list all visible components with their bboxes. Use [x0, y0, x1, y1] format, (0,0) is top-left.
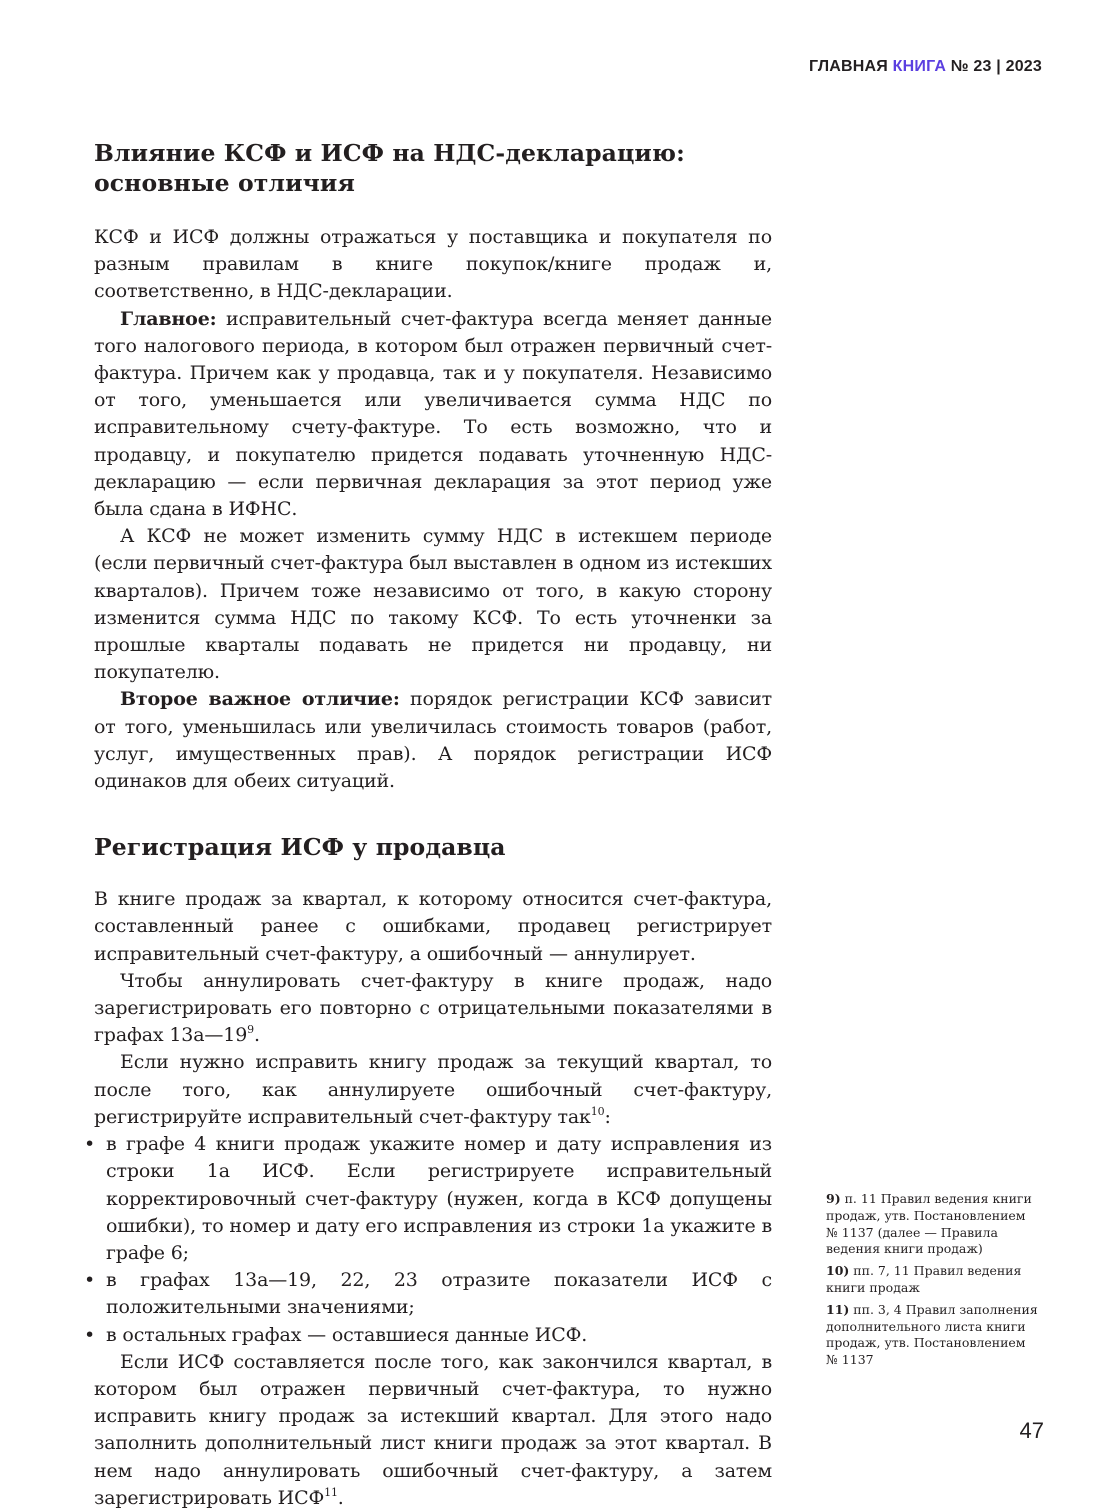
paragraph: КСФ и ИСФ должны отражаться у поставщика и покупателя по разным правилам в книге покупок/книге продаж и, соответственно, в НДС-декларации.	[94, 226, 772, 303]
list-item	[84, 1267, 772, 1321]
heading-line-1: Влияние КСФ и ИСФ на НДС-декларацию:	[94, 139, 685, 167]
paragraph-text: порядок регистрации КСФ зависит от того, уменьшилась или увеличилась стоимость товаров (работ, услуг, имущественных прав). А порядок регистрации ИСФ одинаков для обеих ситуаций.	[94, 688, 772, 793]
footnote	[826, 1302, 1038, 1369]
footnote-ref: 9	[247, 1023, 254, 1037]
punctuation: :	[604, 1105, 611, 1128]
footnotes	[826, 1191, 1038, 1374]
paragraph-second-difference	[94, 686, 772, 795]
list-item-text: в графах 13а—19, 22, 23 отразите показатели ИСФ с положительными значениями;	[106, 1269, 772, 1319]
footnote-text: пп. 7, 11 Правил ведения книги продаж	[826, 1263, 1022, 1295]
footnote-ref: 11	[324, 1485, 338, 1499]
paragraph: В книге продаж за квартал, к которому относится счет-фактура, составленный ранее с ошибками, продавец регистрирует исправительный счет-фактуру, а ошибочный — аннулирует.	[94, 888, 772, 965]
footnote-text: п. 11 Правил ведения книги продаж, утв. Постановлением № 1137 (далее — Правила ведения книги продаж)	[826, 1191, 1032, 1257]
paragraph: А КСФ не может изменить сумму НДС в истекшем периоде (если первичный счет-фактура был выставлен в одном из истекших кварталов). Причем тоже независимо от того, в какую сторону изменится сумма НДС по такому КСФ. То есть уточненки за прошлые кварталы подавать не придется ни продавцу, ни покупателю.	[94, 525, 772, 684]
running-header	[809, 58, 1042, 76]
footnote	[826, 1263, 1038, 1297]
paragraph-text: Если нужно исправить книгу продаж за текущий квартал, то после того, как аннулируете ошибочный счет-фактуру, регистрируйте исправительный счет-фактуру так	[94, 1051, 772, 1128]
lead-in-bold: Главное:	[120, 307, 217, 330]
bullet-icon: •	[84, 1323, 96, 1346]
brand-word-1: ГЛАВНАЯ	[808, 58, 888, 75]
list-item-text: в остальных графах — оставшиеся данные ИСФ.	[106, 1323, 588, 1346]
paragraph-main-point	[94, 306, 772, 524]
footnote-number: 10)	[826, 1263, 850, 1279]
list-item-text: в графе 4 книги продаж укажите номер и дату исправления из строки 1а ИСФ. Если регистрируете исправительный корректировочный счет-фактуру (нужен, когда в КСФ допущены ошибки), то номер и дату его исправления из строки 1а укажите в графе 6;	[106, 1133, 772, 1264]
footnote-number: 11)	[826, 1301, 850, 1317]
issue-number: № 23 | 2023	[950, 58, 1042, 75]
footnote-ref: 10	[590, 1104, 605, 1118]
paragraph-text: Чтобы аннулировать счет-фактуру в книге продаж, надо зарегистрировать его повторно с отрицательными показателями в графах 13а—19	[94, 969, 772, 1047]
bullet-list	[84, 1131, 772, 1349]
list-item	[84, 1322, 772, 1349]
brand-word-2: КНИГА	[892, 58, 947, 75]
paragraph	[94, 1049, 772, 1131]
footnote	[826, 1191, 1038, 1258]
bullet-icon: •	[84, 1133, 96, 1156]
page-number: 47	[1019, 1418, 1044, 1443]
bullet-icon: •	[84, 1269, 96, 1292]
heading-line-2: основные отличия	[94, 169, 355, 197]
lead-in-bold: Второе важное отличие:	[120, 688, 400, 711]
list-item	[84, 1131, 772, 1267]
section-heading-ksf-isf	[94, 138, 772, 198]
paragraph-text: исправительный счет-фактура всегда меняет данные того налогового периода, в котором был отражен первичный счет-фактура. Причем как у продавца, так и у покупателя. Независимо от того, уменьшается или увеличивается сумма НДС по исправительному счету-фактуре. То есть возможно, что и продавцу, и покупателю придется подавать уточненную НДС-декларацию — если первичная декларация за этот период уже была сдана в ИФНС.	[94, 307, 772, 521]
section-heading-seller-registration: Регистрация ИСФ у продавца	[94, 833, 506, 862]
punctuation: .	[254, 1024, 260, 1047]
punctuation: .	[337, 1486, 344, 1509]
footnote-text: пп. 3, 4 Правил заполнения дополнительного листа книги продаж, утв. Постановлением № 1137	[826, 1301, 1038, 1368]
article-body	[84, 138, 772, 1512]
paragraph-text: Если ИСФ составляется после того, как закончился квартал, в котором был отражен первичный счет-фактура, то нужно исправить книгу продаж за истекший квартал. Для этого надо заполнить дополнительный лист книги продаж за этот квартал. В нем надо аннулировать ошибочный счет-фактуру, а затем зарегистрировать ИСФ	[94, 1350, 772, 1509]
paragraph	[94, 1349, 772, 1512]
paragraph	[94, 968, 772, 1050]
footnote-number: 9)	[826, 1191, 841, 1206]
